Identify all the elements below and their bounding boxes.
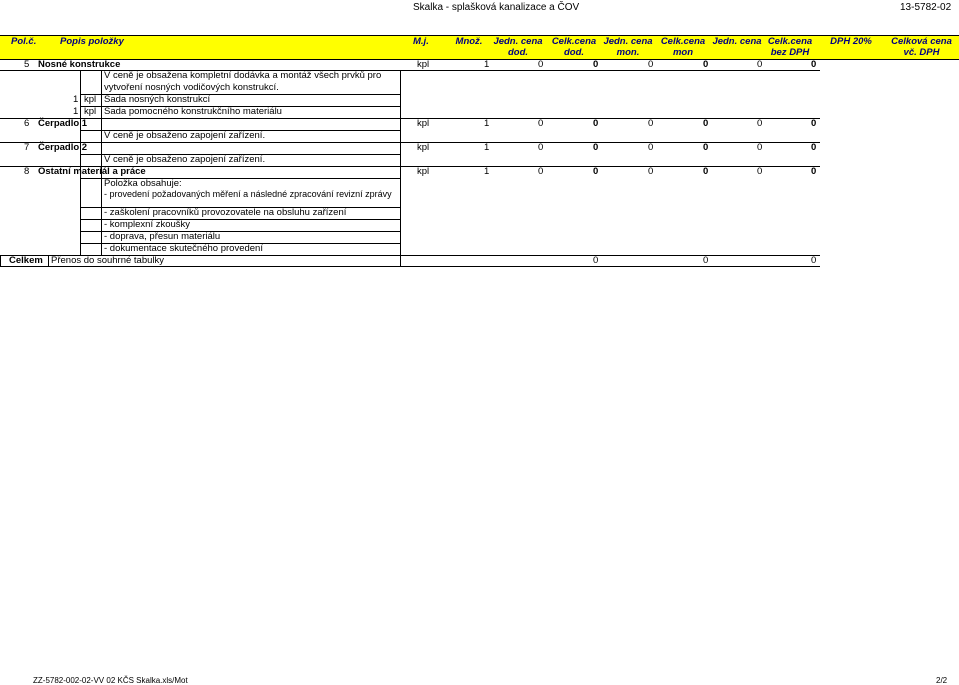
item-jedn-cena: 0 <box>757 142 763 153</box>
item-jedn-dod: 0 <box>538 142 544 153</box>
header-mj: M.j. <box>413 36 429 47</box>
item-celk-bez-dph: 0 <box>811 59 817 70</box>
header-celk-mon: Celk.cena mon <box>660 36 706 58</box>
item-celk-dod: 0 <box>593 59 599 70</box>
item-unit: kpl <box>417 59 430 70</box>
item-celk-bez-dph: 0 <box>811 166 817 177</box>
item-unit: kpl <box>417 142 430 153</box>
item-unit: kpl <box>417 118 430 129</box>
footer-page: 2/2 <box>936 676 948 685</box>
header-celk-dod: Celk.cena dod. <box>551 36 597 58</box>
item-number: 5 <box>24 59 30 70</box>
item-jedn-mon: 0 <box>648 142 654 153</box>
item-quantity: 1 <box>484 166 490 177</box>
sub-item-quantity: 1 <box>73 106 79 117</box>
sub-item-unit: kpl <box>84 106 97 117</box>
item-unit: kpl <box>417 166 430 177</box>
item-name: Nosné konstrukce <box>38 59 121 70</box>
item-jedn-cena: 0 <box>757 166 763 177</box>
header-dph: DPH 20% <box>830 36 872 47</box>
document-title: Skalka - splašková kanalizace a ČOV <box>413 2 580 13</box>
item-description: - dokumentace skutečného provedení <box>104 243 263 254</box>
item-quantity: 1 <box>484 118 490 129</box>
item-jedn-mon: 0 <box>648 118 654 129</box>
total-text: Přenos do souhrné tabulky <box>51 255 165 266</box>
document-number: 13-5782-02 <box>900 2 952 13</box>
item-number: 6 <box>24 118 30 129</box>
item-jedn-dod: 0 <box>538 166 544 177</box>
item-name: Čerpadlo 1 <box>38 118 88 129</box>
item-quantity: 1 <box>484 142 490 153</box>
sub-item-text: Sada pomocného konstrukčního materiálu <box>104 106 282 117</box>
header-popis: Popis položky <box>60 36 124 47</box>
item-description: - komplexní zkoušky <box>104 219 191 230</box>
total-celk-dod: 0 <box>593 255 599 266</box>
header-jedn-dod: Jedn. cena dod. <box>493 36 543 58</box>
item-jedn-mon: 0 <box>648 59 654 70</box>
item-celk-mon: 0 <box>703 59 709 70</box>
item-celk-dod: 0 <box>593 166 599 177</box>
item-description: vytvoření nosných vodičových konstrukcí. <box>104 82 279 93</box>
item-celk-mon: 0 <box>703 142 709 153</box>
item-celk-mon: 0 <box>703 118 709 129</box>
item-name: Čerpadlo 2 <box>38 142 88 153</box>
item-description: - zaškolení pracovníků provozovatele na obsluhu zařízení <box>104 207 347 218</box>
item-description: V ceně je obsaženo zapojení zařízení. <box>104 130 266 141</box>
item-celk-dod: 0 <box>593 118 599 129</box>
item-celk-bez-dph: 0 <box>811 142 817 153</box>
item-jedn-dod: 0 <box>538 118 544 129</box>
item-name: Ostatní materiál a práce <box>38 166 146 177</box>
header-celk-vc-dph: Celková cena vč. DPH <box>891 36 952 58</box>
item-celk-mon: 0 <box>703 166 709 177</box>
item-description: Položka obsahuje: <box>104 178 182 189</box>
item-description: V ceně je obsaženo zapojení zařízení. <box>104 154 266 165</box>
header-pol: Pol.č. <box>11 36 37 47</box>
item-quantity: 1 <box>484 59 490 70</box>
item-number: 8 <box>24 166 30 177</box>
item-jedn-cena: 0 <box>757 118 763 129</box>
header-jedn-cena: Jedn. cena <box>712 36 762 47</box>
item-number: 7 <box>24 142 30 153</box>
item-celk-dod: 0 <box>593 142 599 153</box>
item-jedn-cena: 0 <box>757 59 763 70</box>
item-description: - provedení požadovaných měření a následné zpracování revizní zprávy <box>104 189 392 199</box>
item-description: V ceně je obsažena kompletní dodávka a montáž všech prvků pro <box>104 70 382 81</box>
total-celk-bez-dph: 0 <box>811 255 817 266</box>
total-celk-mon: 0 <box>703 255 709 266</box>
header-mnoz: Množ. <box>455 36 483 47</box>
sub-item-text: Sada nosných konstrukcí <box>104 94 211 105</box>
item-celk-bez-dph: 0 <box>811 118 817 129</box>
sub-item-unit: kpl <box>84 94 97 105</box>
header-celk-bez-dph: Celk.cena bez DPH <box>767 36 813 58</box>
header-jedn-mon: Jedn. cena mon. <box>603 36 653 58</box>
total-label: Celkem <box>9 255 43 266</box>
item-description: - doprava, přesun materiálu <box>104 231 221 242</box>
item-jedn-dod: 0 <box>538 59 544 70</box>
sub-item-quantity: 1 <box>73 94 79 105</box>
item-jedn-mon: 0 <box>648 166 654 177</box>
footer-file: ZZ-5782-002-02-VV 02 KČS Skalka.xls/Mot <box>33 676 188 685</box>
